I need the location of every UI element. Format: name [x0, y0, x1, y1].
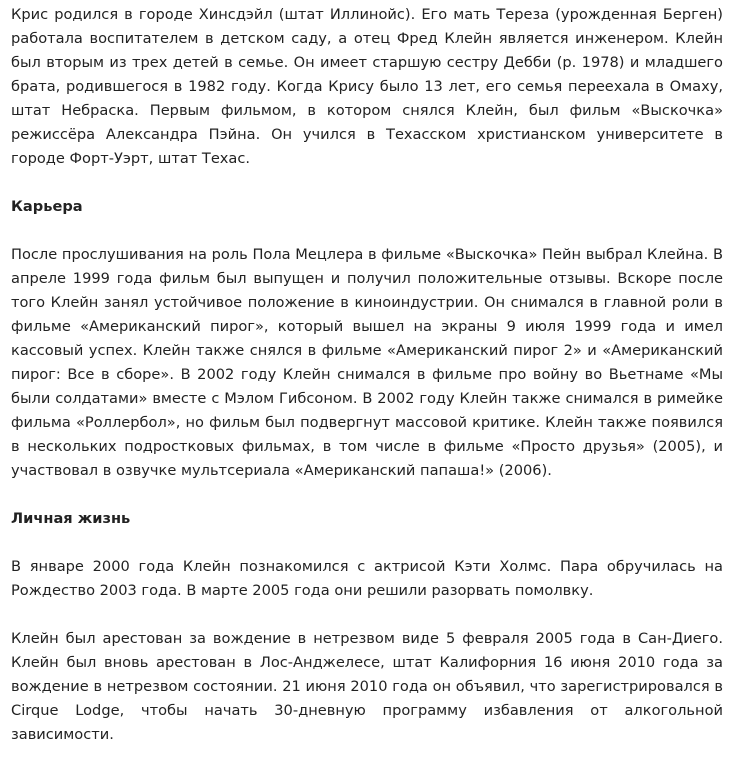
section-heading-career: Карьера [11, 198, 83, 215]
personal-life-paragraph-2: Клейн был арестован за вождение в нетрезвом виде 5 февраля 2005 года в Сан-Диего. Клейн был вновь арестован в Лос-Анджелесе, штат Калифорния 16 июня 2010 года за вождение в нетрезвом состоянии. 21 июня 2010 года он объявил, что зарегистрировался в Cirque Lodge, чтобы начать 30-дневную программу избавления от алкогольной зависимости. [11, 630, 723, 743]
article-body [11, 3, 723, 771]
section-heading-personal-life: Личная жизнь [11, 510, 131, 527]
personal-life-paragraph-1: В январе 2000 года Клейн познакомился с актрисой Кэти Холмс. Пара обручилась на Рождество 2003 года. В марте 2005 года они решили разорвать помолвку. [11, 558, 723, 599]
career-paragraph: После прослушивания на роль Пола Мецлера в фильме «Выскочка» Пейн выбрал Клейна. В апреле 1999 года фильм был выпущен и получил положительные отзывы. Вскоре после того Клейн занял устойчивое положение в киноиндустрии. Он снимался в главной роли в фильме «Американский пирог», который вышел на экраны 9 июля 1999 года и имел кассовый успех. Клейн также снялся в фильме «Американский пирог 2» и «Американский пирог: Все в сборе». В 2002 году Клейн снимался в фильме про войну во Вьетнаме «Мы были солдатами» вместе с Мэлом Гибсоном. В 2002 году Клейн также снимался в римейке фильма «Роллербол», но фильм был подвергнут массовой критике. Клейн также появился в нескольких подростковых фильмах, в том числе в фильме «Просто друзья» (2005), и участвовал в озвучке мультсериала «Американский папаша!» (2006). [11, 246, 723, 479]
intro-paragraph: Крис родился в городе Хинсдэйл (штат Иллинойс). Его мать Тереза (урожденная Берген) работала воспитателем в детском саду, а отец Фред Клейн является инженером. Клейн был вторым из трех детей в семье. Он имеет старшую сестру Дебби (р. 1978) и младшего брата, родившегося в 1982 году. Когда Крису было 13 лет, его семья переехала в Омаху, штат Небраска. Первым фильмом, в котором снялся Клейн, был фильм «Выскочка» режиссёра Александра Пэйна. Он учился в Техасском христианском университете в городе Форт-Уэрт, штат Техас. [11, 6, 723, 167]
